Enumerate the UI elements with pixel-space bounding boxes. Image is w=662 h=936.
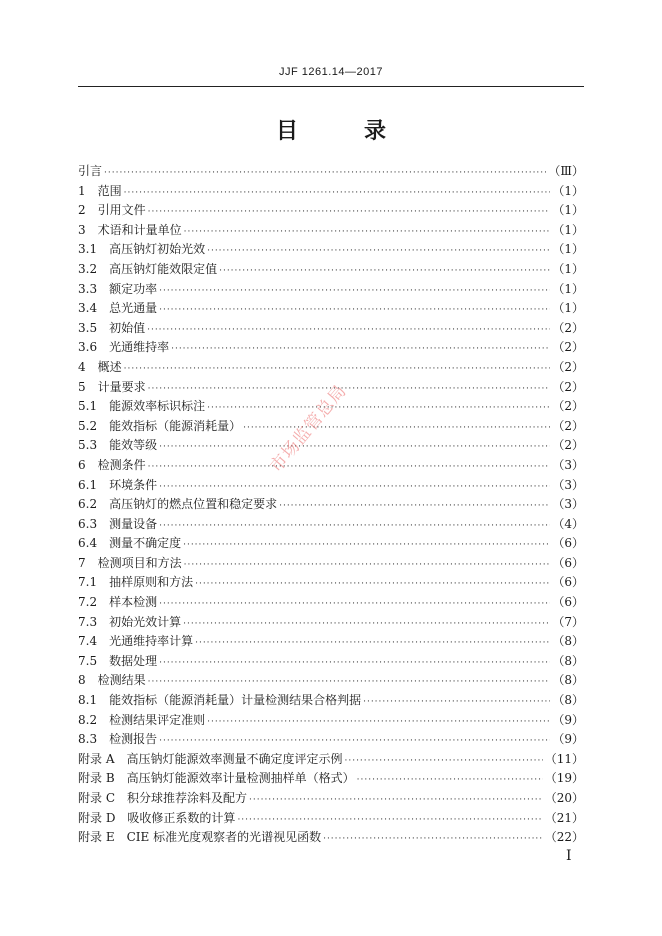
toc-dot-leader bbox=[279, 497, 550, 517]
toc-entry-page: （8） bbox=[552, 634, 584, 649]
toc-dot-leader bbox=[184, 556, 551, 576]
toc-entry[interactable] bbox=[78, 182, 584, 202]
toc-entry-page: （1） bbox=[552, 281, 584, 296]
toc-entry-page: （3） bbox=[552, 477, 584, 492]
toc-entry[interactable] bbox=[78, 769, 584, 789]
toc-dot-leader bbox=[148, 203, 551, 223]
page-number: Ⅰ bbox=[566, 848, 572, 864]
toc-entry-page: （3） bbox=[552, 457, 584, 472]
toc-entry[interactable] bbox=[78, 299, 584, 319]
toc-entry-label: 4 概述 bbox=[78, 359, 122, 374]
toc-entry-label: 6.3 测量设备 bbox=[78, 516, 158, 531]
toc-entry-page: （20） bbox=[544, 791, 584, 805]
toc-entry[interactable] bbox=[78, 221, 584, 241]
toc-dot-leader bbox=[207, 399, 550, 419]
toc-entry-label: 附录 E CIE 标准光度观察者的光谱视见函数 bbox=[78, 830, 322, 845]
toc-entry-label: 2 引用文件 bbox=[78, 203, 146, 218]
document-code: JJF 1261.14—2017 bbox=[278, 66, 383, 78]
toc-dot-leader bbox=[207, 713, 550, 733]
toc-entry-label: 6 检测条件 bbox=[78, 457, 146, 472]
toc-entry[interactable] bbox=[78, 593, 584, 613]
toc-entry[interactable] bbox=[78, 417, 584, 437]
toc-dot-leader bbox=[159, 301, 550, 321]
toc-dot-leader bbox=[159, 595, 550, 615]
toc-entry[interactable] bbox=[78, 240, 584, 260]
toc-entry-page: （2） bbox=[552, 399, 584, 414]
toc-entry[interactable] bbox=[78, 534, 584, 554]
toc-dot-leader bbox=[159, 517, 550, 537]
toc-dot-leader bbox=[207, 242, 550, 262]
toc-dot-leader bbox=[184, 223, 551, 243]
toc-entry-label: 6.4 测量不确定度 bbox=[78, 536, 182, 551]
toc-entry-label: 附录 A 高压钠灯能源效率测量不确定度评定示例 bbox=[78, 751, 343, 766]
table-of-contents bbox=[78, 162, 584, 848]
toc-dot-leader bbox=[124, 184, 551, 204]
toc-entry[interactable] bbox=[78, 652, 584, 672]
toc-entry-page: （1） bbox=[552, 203, 584, 218]
toc-entry[interactable] bbox=[78, 456, 584, 476]
toc-entry[interactable] bbox=[78, 750, 584, 770]
toc-entry[interactable] bbox=[78, 632, 584, 652]
toc-dot-leader bbox=[171, 340, 550, 360]
toc-entry-label: 附录 D 吸收修正系数的计算 bbox=[78, 810, 236, 825]
toc-entry-label: 8.3 检测报告 bbox=[78, 732, 158, 747]
toc-entry-page: （6） bbox=[552, 595, 584, 610]
toc-entry-label: 5.3 能效等级 bbox=[78, 438, 158, 453]
toc-dot-leader bbox=[104, 164, 546, 184]
toc-entry-page: （8） bbox=[552, 653, 584, 668]
toc-entry-label: 8.2 检测结果评定准则 bbox=[78, 712, 206, 727]
toc-entry-page: （22） bbox=[544, 830, 584, 845]
toc-entry-label: 附录 B 高压钠灯能源效率计量检测抽样单（格式） bbox=[78, 771, 355, 786]
toc-entry-page: （11） bbox=[544, 751, 584, 766]
toc-dot-leader bbox=[249, 791, 543, 811]
toc-entry[interactable] bbox=[78, 515, 584, 535]
toc-entry-label: 5.2 能效指标（能源消耗量） bbox=[78, 418, 242, 433]
toc-entry[interactable] bbox=[78, 789, 584, 809]
toc-entry-label: 7.2 样本检测 bbox=[78, 595, 158, 610]
toc-entry-page: （Ⅲ） bbox=[548, 164, 584, 178]
toc-dot-leader bbox=[195, 575, 550, 595]
page-title: 目 录 bbox=[275, 118, 408, 144]
toc-entry-page: （8） bbox=[552, 673, 584, 688]
toc-entry-page: （1） bbox=[552, 242, 584, 257]
toc-entry[interactable] bbox=[78, 358, 584, 378]
toc-entry-label: 3 术语和计量单位 bbox=[78, 222, 182, 237]
toc-entry-page: （2） bbox=[552, 320, 584, 335]
toc-entry[interactable] bbox=[78, 201, 584, 221]
toc-entry-page: （21） bbox=[544, 810, 584, 825]
toc-entry-label: 5.1 能源效率标识标注 bbox=[78, 399, 206, 414]
toc-entry-page: （1） bbox=[552, 222, 584, 237]
toc-dot-leader bbox=[363, 693, 550, 713]
toc-entry[interactable] bbox=[78, 280, 584, 300]
toc-dot-leader bbox=[159, 654, 550, 674]
toc-entry[interactable] bbox=[78, 476, 584, 496]
toc-entry[interactable] bbox=[78, 162, 584, 182]
toc-entry-page: （6） bbox=[552, 575, 584, 590]
toc-dot-leader bbox=[357, 771, 543, 791]
toc-entry-label: 8.1 能效指标（能源消耗量）计量检测结果合格判据 bbox=[78, 693, 362, 708]
toc-entry-label: 3.6 光通维持率 bbox=[78, 340, 170, 355]
toc-entry-label: 6.1 环境条件 bbox=[78, 477, 158, 492]
toc-entry-page: （3） bbox=[552, 497, 584, 512]
toc-entry-page: （6） bbox=[552, 555, 584, 570]
toc-entry-page: （2） bbox=[552, 438, 584, 453]
toc-entry-page: （4） bbox=[552, 516, 584, 531]
toc-entry-page: （2） bbox=[552, 340, 584, 355]
toc-dot-leader bbox=[323, 830, 543, 850]
toc-entry[interactable] bbox=[78, 436, 584, 456]
toc-dot-leader bbox=[195, 634, 550, 654]
toc-entry-label: 7.4 光通维持率计算 bbox=[78, 634, 194, 649]
toc-entry[interactable] bbox=[78, 319, 584, 339]
toc-dot-leader bbox=[219, 262, 550, 282]
toc-entry[interactable] bbox=[78, 809, 584, 829]
toc-entry[interactable] bbox=[78, 711, 584, 731]
toc-dot-leader bbox=[183, 615, 550, 635]
toc-entry[interactable] bbox=[78, 554, 584, 574]
toc-entry-page: （2） bbox=[552, 359, 584, 374]
toc-entry-label: 8 检测结果 bbox=[78, 673, 146, 688]
toc-entry-page: （7） bbox=[552, 614, 584, 629]
toc-entry[interactable] bbox=[78, 573, 584, 593]
toc-entry-label: 7.3 初始光效计算 bbox=[78, 614, 182, 629]
toc-entry[interactable] bbox=[78, 260, 584, 280]
watermark: 市场监管总局 bbox=[266, 380, 351, 477]
toc-entry[interactable] bbox=[78, 691, 584, 711]
toc-entry-page: （9） bbox=[552, 712, 584, 727]
toc-dot-leader bbox=[183, 536, 550, 556]
toc-entry-label: 3.5 初始值 bbox=[78, 320, 146, 335]
toc-entry-page: （2） bbox=[552, 379, 584, 394]
toc-entry-page: （19） bbox=[544, 771, 584, 786]
toc-dot-leader bbox=[159, 282, 550, 302]
toc-entry-page: （1） bbox=[552, 261, 584, 276]
toc-entry-page: （9） bbox=[552, 732, 584, 747]
toc-entry-page: （8） bbox=[552, 693, 584, 708]
toc-entry[interactable] bbox=[78, 338, 584, 358]
toc-dot-leader bbox=[344, 752, 542, 772]
toc-entry-label: 7.5 数据处理 bbox=[78, 653, 158, 668]
toc-entry-page: （1） bbox=[552, 301, 584, 316]
toc-entry-label: 3.1 高压钠灯初始光效 bbox=[78, 242, 206, 257]
toc-entry-label: 3.4 总光通量 bbox=[78, 301, 158, 316]
toc-entry-label: 6.2 高压钠灯的燃点位置和稳定要求 bbox=[78, 497, 278, 512]
toc-entry-page: （1） bbox=[552, 183, 584, 198]
toc-dot-leader bbox=[159, 438, 550, 458]
toc-dot-leader bbox=[148, 458, 551, 478]
header-divider bbox=[78, 86, 584, 87]
toc-entry-page: （2） bbox=[552, 418, 584, 433]
toc-dot-leader bbox=[147, 321, 550, 341]
toc-entry-label: 引言 bbox=[78, 164, 103, 178]
toc-entry-label: 3.3 额定功率 bbox=[78, 281, 158, 296]
toc-entry-label: 附录 C 积分球推荐涂料及配方 bbox=[78, 791, 247, 805]
toc-entry-label: 7 检测项目和方法 bbox=[78, 555, 182, 570]
toc-entry[interactable] bbox=[78, 613, 584, 633]
toc-entry-label: 1 范围 bbox=[78, 183, 122, 198]
toc-entry[interactable] bbox=[78, 828, 584, 848]
toc-entry-label: 3.2 高压钠灯能效限定值 bbox=[78, 261, 218, 276]
toc-entry-page: （6） bbox=[552, 536, 584, 551]
toc-entry-label: 5 计量要求 bbox=[78, 379, 146, 394]
toc-entry[interactable] bbox=[78, 671, 584, 691]
toc-entry[interactable] bbox=[78, 730, 584, 750]
toc-entry-label: 7.1 抽样原则和方法 bbox=[78, 575, 194, 590]
toc-entry[interactable] bbox=[78, 495, 584, 515]
toc-dot-leader bbox=[124, 360, 551, 380]
